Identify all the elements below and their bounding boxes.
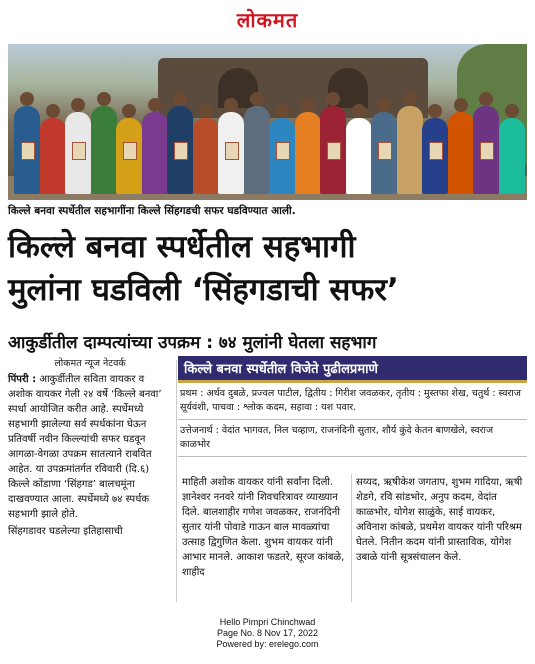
body-left-text: आकुर्डीतील सविता वायकर व अशोक वायकर गेली २४ वर्षे ‘किल्ले बनवा’ स्पर्धा आयोजित करीत आहे. स्पर्धेमध्ये सहभागी झालेल्या सर्व स्पर्धकांना घेऊन प्रतिवर्षी नवीन किल्ल्यांची सफर घडवून आगळा-वेगळा उपक्रम सातत्याने राबवित आहेत. या उपक्रमांतर्गत रविवारी (दि.६) किल्ले कोंडाणा ‘सिंहगड’ बालचमूंना दाखवण्यात आला. स्पर्धेमध्ये ७४ स्पर्धक सहभागी झाले होते. [8,374,162,520]
certificate [480,142,494,160]
footer-powered-by: Powered by: erelego.com [216,639,319,649]
article-column-middle: माहिती अशोक वायकर यांनी सर्वांना दिली. ज्ञानेश्वर ननवरे यांनी शिवचरित्रावर व्याख्यान दिले. बालशाहीर गणेश जवळकर, राजनंदिनी सुतार यांनी पोवाडे गाऊन बाल मावळ्यांचा उत्साह द्विगुणित केला. शुभम वायकर यांनी आभार मानले. आकाश फडतरे, सूरज कांबळे, शाहीद [182,477,345,578]
head [250,92,264,106]
head [97,92,111,106]
child-figure [193,118,219,194]
child-figure [244,106,270,194]
group-photo [8,44,527,200]
winners-list: प्रथम : अर्थव दुबळे, प्रज्वल पाटील, द्वितीय : गिरीश जवळकर, तृतीय : मुस्तफा शेख, चतुर्थ : स्वराज सूर्यवंशी, पाचवा : श्लोक कदम, सहावा : यश पवार. [178,383,527,420]
consolation-list: उत्तेजनार्थ : वेदांत भागवत, निल चव्हाण, राजनंदिनी सुतार, शौर्य कुंदे केतन बाणखेले, स्वराज काळभोर [178,420,527,457]
head [71,98,85,112]
newspaper-masthead [0,6,535,33]
head [224,98,238,112]
child-figure [295,112,321,194]
head [275,104,289,118]
head [326,92,340,106]
head [454,98,468,112]
child-figure [499,118,525,194]
subheadline: आकुर्डीतील दाम्पत्यांच्या उपक्रम : ७४ मुलांनी घेतला सहभाग [8,333,377,353]
child-figure [346,118,372,194]
child-figure [448,112,474,194]
head [479,92,493,106]
column-divider-2 [351,474,352,602]
certificate [21,142,35,160]
head [301,98,315,112]
head [377,98,391,112]
article-column-left [8,356,172,539]
child-figure [40,118,66,194]
winners-heading: किल्ले बनवा स्पर्धेतील विजेते पुढीलप्रमाणे [178,356,527,383]
body-left-continued: सिंहगडावर घडलेल्या इतिहासाची [8,526,123,537]
child-figure [397,106,423,194]
headline-line-2: मुलांना घडविली ‘सिंहगडाची सफर’ [8,272,399,308]
head [173,92,187,106]
certificate [72,142,86,160]
head [505,104,519,118]
column-divider [176,360,177,602]
article-paragraph [8,372,172,522]
certificate [123,142,137,160]
article-column-right: सय्यद, ऋषीकेश जगताप, शुभम गादिया, ऋषी शेडगे, रवि सांडभोर, अनुप कदम, वेदांत काळभोर, योगेश साळुंके, साई वायकर, अविनाश कांबळे, प्रथमेश वायकर यांनी परिश्रम घेतले. नितीन कदम यांनी प्रास्ताविक, योगेश उबाळे यांनी सूत्रसंचालन केले. [356,477,523,563]
headline-line-1: किल्ले बनवा स्पर्धेतील सहभागी [8,229,356,265]
page-footer [0,617,535,650]
certificate [225,142,239,160]
head [403,92,417,106]
footer-edition: Hello Pimpri Chinchwad [219,617,316,627]
certificate [429,142,443,160]
head [20,92,34,106]
certificate [174,142,188,160]
head [46,104,60,118]
head [148,98,162,112]
head [352,104,366,118]
child-figure [91,106,117,194]
certificate [327,142,341,160]
winners-box [178,356,527,457]
masthead-logo: लोकमत [236,8,299,32]
byline: लोकमत न्यूज नेटवर्क [54,358,126,369]
certificate [378,142,392,160]
photo-caption: किल्ले बनवा स्पर्धेतील सहभागींना किल्ले सिंहगडची सफर घडविण्यात आली. [8,205,296,217]
head [199,104,213,118]
head [428,104,442,118]
child-figure [142,112,168,194]
head [122,104,136,118]
dateline: पिंपरी : [8,374,37,385]
certificate [276,142,290,160]
footer-page-date: Page No. 8 Nov 17, 2022 [216,628,319,638]
